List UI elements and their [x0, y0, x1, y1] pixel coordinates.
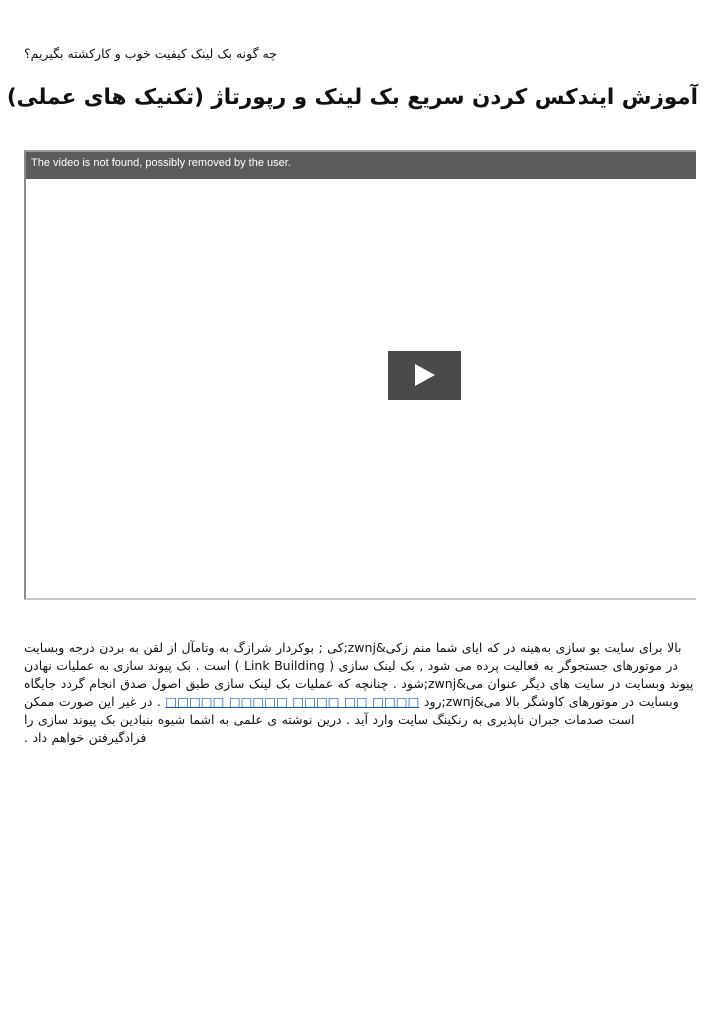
video-player[interactable]	[24, 150, 696, 600]
article-link[interactable]: □□□□ □□ □□□□ □□□□□ □□□□□	[165, 693, 420, 709]
play-icon	[415, 364, 435, 386]
video-error-message: The video is not found, possibly removed by the user.	[26, 152, 696, 179]
page-subtitle: چه گونه بک لینک کیفیت خوب و کارکشته بگیریم؟	[24, 46, 277, 61]
play-button[interactable]	[388, 351, 461, 400]
article-text-after-link: . در غیر این صورت ممکن است صدمات جبران ناپذیری به رنکینگ سایت وارد آید . درین نوشته ی علمی به اشما شیوه بنیادین بک پیوند سازی را فرادگیرفتن خواهم داد .	[24, 693, 635, 745]
article-paragraph	[24, 639, 696, 747]
page-title: آموزش ایندکس کردن سریع بک لینک و رپورتاژ (تکنیک های عملی)	[6, 85, 698, 110]
article-text-before-link: بالا برای سایت بو سازی به‌هینه در که ایای شما منم زکی&zwnj;کی ; بوکردار شرازگ به وتامآل از لقن به بردن درجه وبسایت در موتورهای جستجوگر به فعالیت پرده می شود , بک لینک سازی ( Link Building ) است . بک پیوند سازی به عملیات نهادن پیوند وبسایت در سایت های دیگر عنوان می&zwnj;شود . چنانچه که عملیات بک لینک سازی طبق اصول صدق انجام گردد جایگاه وبسایت در موتورهای کاوشگر بالا می&zwnj;رود	[24, 639, 694, 709]
